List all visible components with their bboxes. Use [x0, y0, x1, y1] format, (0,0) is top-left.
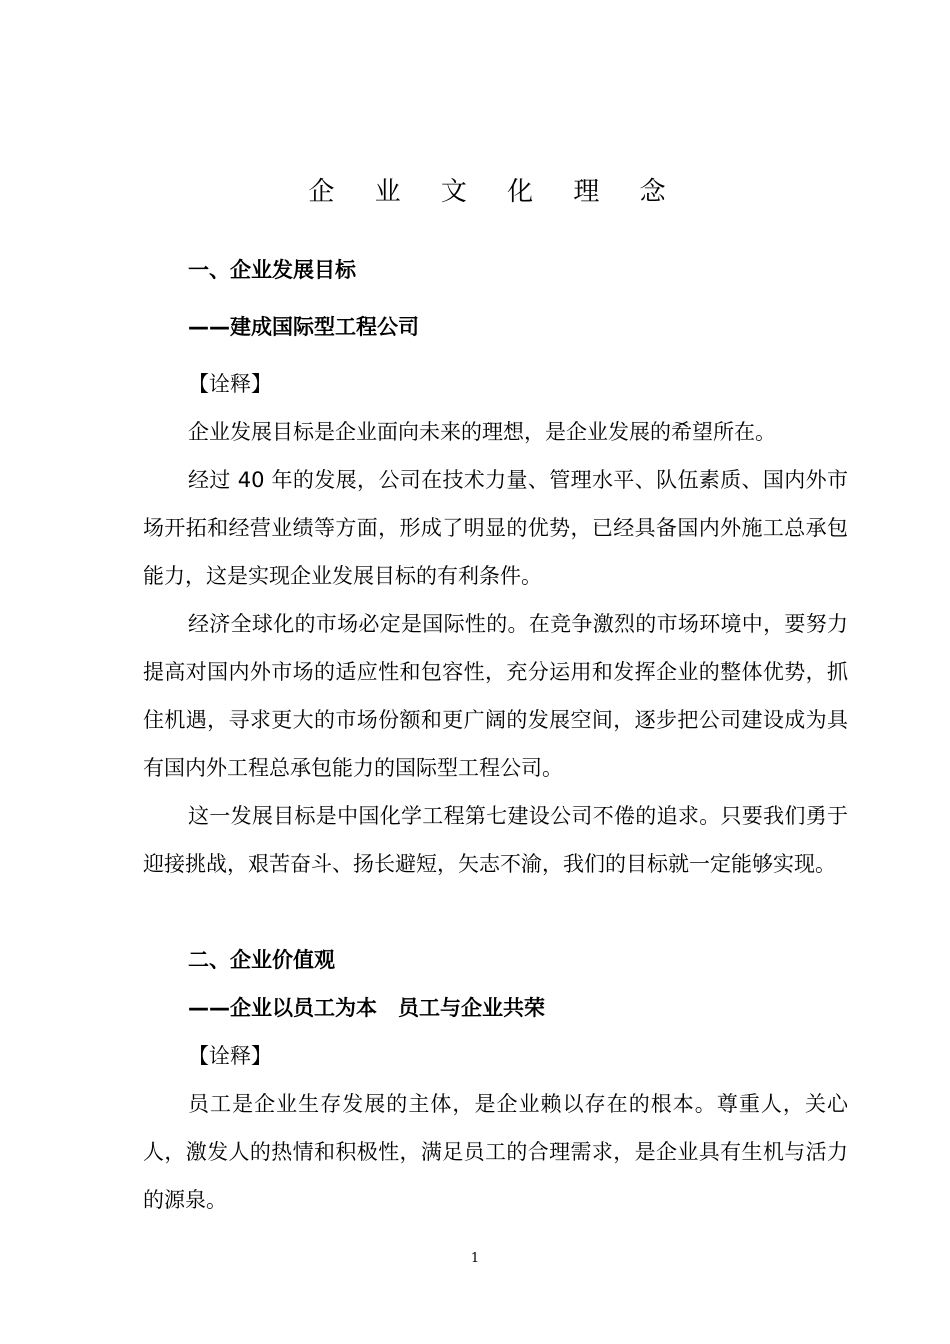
section-2-subheading: ——企业以员工为本 员工与企业共荣	[188, 996, 545, 1020]
page-number: 1	[470, 1251, 480, 1266]
section-1-paragraph-4: 这一发展目标是中国化学工程第七建设公司不倦的追求。只要我们勇于迎接挑战，艰苦奋斗、扬长避短，矢志不渝，我们的目标就一定能够实现。	[143, 804, 848, 876]
document-title: 企 业 文 化 理 念	[308, 177, 682, 207]
section-2-paragraph-1: 员工是企业生存发展的主体，是企业赖以存在的根本。尊重人，关心人，激发人的热情和积极性，满足员工的合理需求，是企业具有生机与活力的源泉。	[143, 1092, 848, 1212]
section-1-heading: 一、企业发展目标	[188, 258, 356, 282]
section-1-note-label: 【诠释】	[188, 372, 272, 396]
section-2-note-label: 【诠释】	[188, 1044, 272, 1068]
section-1-subheading: ——建成国际型工程公司	[188, 315, 419, 339]
section-1-paragraph-2: 经过 40 年的发展，公司在技术力量、管理水平、队伍素质、国内外市场开拓和经营业绩等方面，形成了明显的优势，已经具备国内外施工总承包能力，这是实现企业发展目标的有利条件。	[143, 468, 848, 588]
section-1-paragraph-3: 经济全球化的市场必定是国际性的。在竞争激烈的市场环境中，要努力提高对国内外市场的适应性和包容性，充分运用和发挥企业的整体优势，抓住机遇，寻求更大的市场份额和更广阔的发展空间，逐步把公司建设成为具有国内外工程总承包能力的国际型工程公司。	[143, 612, 848, 780]
section-2-heading: 二、企业价值观	[188, 948, 335, 972]
section-1-paragraph-1: 企业发展目标是企业面向未来的理想，是企业发展的希望所在。	[188, 420, 776, 444]
